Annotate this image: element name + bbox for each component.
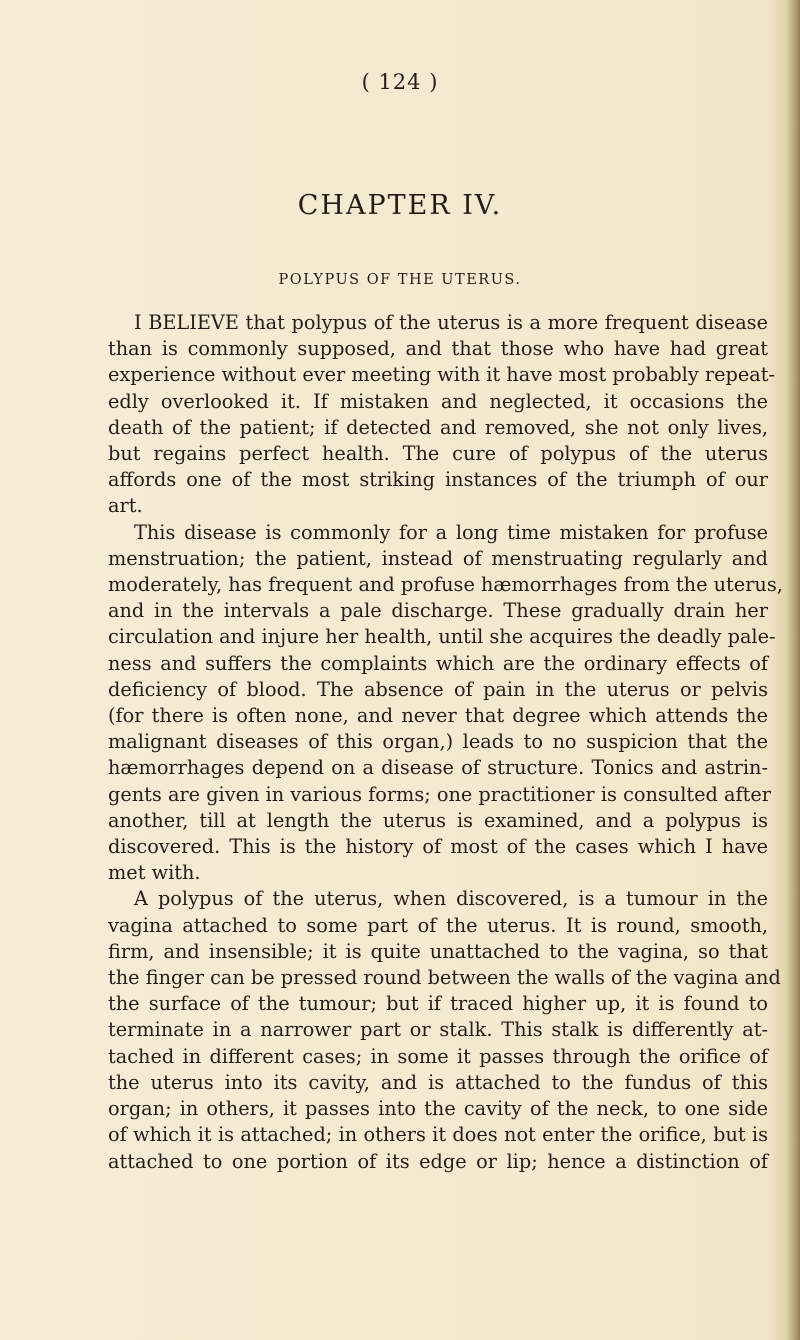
text-line: malignant diseases of this organ,) leads to no suspicion that the (108, 730, 768, 754)
text-line: experience without ever meeting with it have most probably repeat- (108, 363, 775, 387)
text-line: ness and suffers the complaints which are the ordinary effects of (108, 651, 768, 675)
text-line: menstruation; the patient, instead of menstruating regularly and (108, 546, 768, 570)
text-line: the uterus into its cavity, and is attached to the fundus of this (108, 1070, 768, 1094)
text-line: I BELIEVE that polypus of the uterus is a more frequent disease (134, 311, 768, 334)
text-line: hæmorrhages depend on a disease of structure. Tonics and astrin- (108, 756, 768, 780)
text-line: vagina attached to some part of the uterus. It is round, smooth, (108, 913, 768, 937)
chapter-title: CHAPTER IV. (297, 190, 503, 221)
text-line: gents are given in various forms; one practitioner is consulted after (108, 782, 772, 806)
text-line: the finger can be pressed round between the walls of the vagina and (108, 966, 781, 990)
text-line: of which it is attached; in others it does not enter the orifice, but is (108, 1123, 768, 1147)
text-line: tached in different cases; in some it passes through the orifice of (108, 1044, 768, 1068)
text-line: This disease is commonly for a long time mistaken for profuse (134, 520, 768, 544)
page-number: ( 124 ) (361, 70, 439, 94)
text-line: (for there is often none, and never that degree which attends the (108, 704, 768, 728)
text-line: moderately, has frequent and profuse hæmorrhages from the uterus, (108, 573, 783, 597)
text-line: affords one of the most striking instances of the triumph of our (108, 468, 768, 492)
text-line: A polypus of the uterus, when discovered, is a tumour in the (134, 887, 768, 911)
text-line: but regains perfect health. The cure of polypus of the uterus (108, 442, 768, 466)
chapter-subtitle: POLYPUS OF THE UTERUS. (278, 272, 522, 288)
text-line: another, till at length the uterus is examined, and a polypus is (108, 808, 768, 832)
text-line: than is commonly supposed, and that those who have had great (108, 337, 768, 361)
text-line: met with. (108, 861, 201, 885)
text-line: the surface of the tumour; but if traced higher up, it is found to (108, 992, 768, 1016)
text-line: circulation and injure her health, until she acquires the deadly pale- (108, 625, 776, 649)
text-line: deficiency of blood. The absence of pain in the uterus or pelvis (108, 677, 768, 701)
text-line: firm, and insensible; it is quite unattached to the vagina, so that (108, 939, 768, 963)
text-line: edly overlooked it. If mistaken and neglected, it occasions the (108, 389, 768, 413)
text-line: organ; in others, it passes into the cavity of the neck, to one side (108, 1097, 768, 1121)
body-text (108, 310, 783, 1175)
text-line: discovered. This is the history of most of the cases which I have (108, 835, 768, 859)
text-line: art. (108, 494, 143, 518)
text-line: terminate in a narrower part or stalk. This stalk is differently at- (108, 1018, 768, 1042)
text-line: death of the patient; if detected and removed, she not only lives, (108, 415, 768, 439)
text-line: and in the intervals a pale discharge. These gradually drain her (108, 599, 768, 623)
text-line: attached to one portion of its edge or lip; hence a distinction of (108, 1149, 768, 1173)
